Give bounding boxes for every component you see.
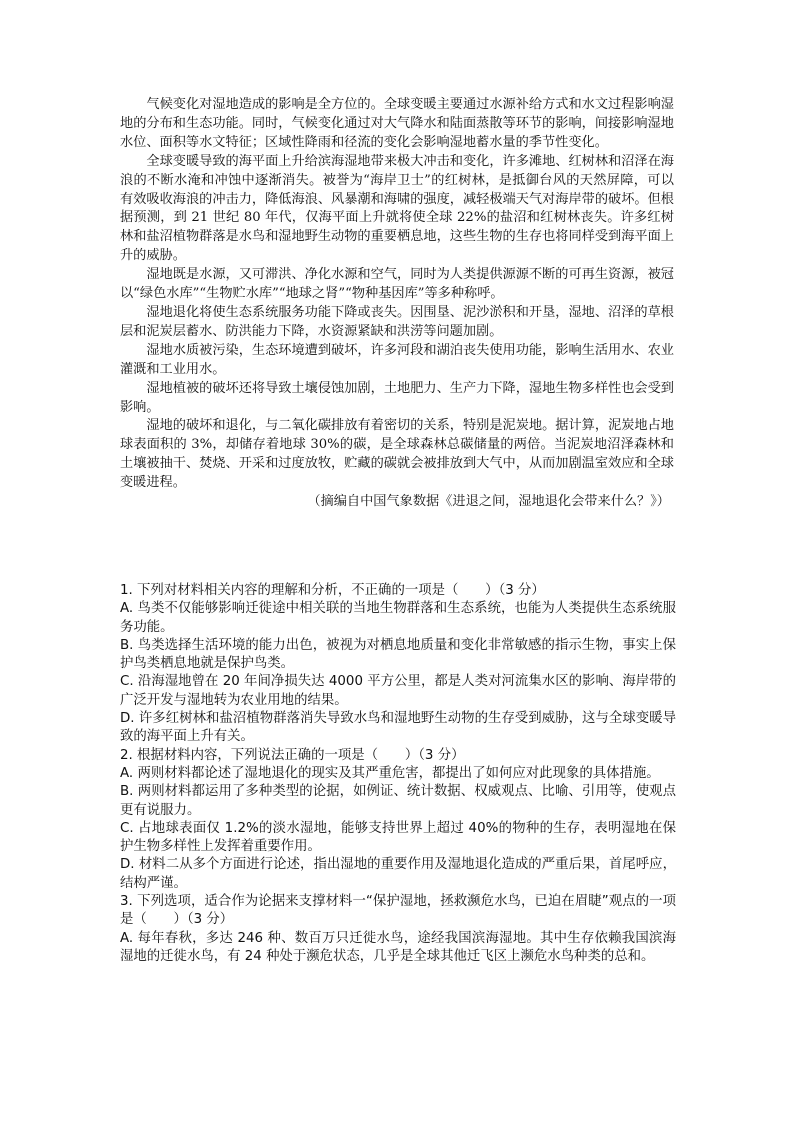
passage-paragraph: 湿地的破坏和退化，与二氧化碳排放有着密切的关系，特别是泥炭地。据计算，泥炭地占地球表面积的 3%，却储存着地球 30%的碳，是全球森林总碳储量的两倍。当泥炭地沼泽森林和土壤被抽干、焚烧、开采和过度放牧，贮藏的碳就会被排放到大气中，从而加剧温室效应和全球变暖进程。 bbox=[120, 418, 674, 491]
question-1-option-b: B. 鸟类选择生活环境的能力出色，被视为对栖息地质量和变化非常敏感的指示生物，事实上保护鸟类栖息地就是保护鸟类。 bbox=[120, 637, 676, 672]
question-section bbox=[120, 582, 676, 966]
question-3-option-a: A. 每年春秋，多达 246 种、数百万只迁徙水鸟，途经我国滨海湿地。其中生存依赖我国滨海湿地的迁徙水鸟，有 24 种处于濒危状态，几乎是全球其他迁飞区上濒危水鸟种类的总和。 bbox=[120, 930, 676, 964]
passage-paragraph: 湿地退化将使生态系统服务功能下降或丧失。因围垦、泥沙淤积和开垦，湿地、沼泽的草根层和泥炭层蓄水、防洪能力下降，水资源紧缺和洪涝等问题加剧。 bbox=[120, 304, 674, 339]
question-2-option-b: B. 两则材料都运用了多种类型的论据，如例证、统计数据、权威观点、比喻、引用等，使观点更有说服力。 bbox=[120, 784, 676, 818]
question-1-option-a: A. 鸟类不仅能够影响迁徙途中相关联的当地生物群落和生态系统，也能为人类提供生态系统服务功能。 bbox=[120, 601, 676, 635]
passage-paragraph: 全球变暖导致的海平面上升给滨海湿地带来极大冲击和变化，许多滩地、红树林和沼泽在海浪的不断水淹和冲蚀中逐渐消失。被誉为“海岸卫士”的红树林，是抵御台风的天然屏障，可以有效吸收海浪的冲击力，降低海浪、风暴潮和海啸的强度，减轻极端天气对海岸带的破坏。但根据预测，到 21 世纪 80 年代，仅海平面上升就将使全球 22%的盐沼和红树林丧失。许多红树林和盐沼植物群落是水鸟和湿地野生动物的重要栖息地，这些生物的生存也将同样受到海平面上升的威胁。 bbox=[120, 153, 674, 264]
question-2-stem: 2. 根据材料内容，下列说法正确的一项是（ ）（3 分） bbox=[120, 747, 465, 763]
reading-passage bbox=[120, 96, 674, 512]
question-2-option-c: C. 占地球表面仅 1.2%的淡水湿地，能够支持世界上超过 40%的物种的生存，表明湿地在保护生物多样性上发挥着重要作用。 bbox=[120, 820, 676, 855]
passage-paragraph: 湿地既是水源，又可滞洪、净化水源和空气，同时为人类提供源源不断的可再生资源，被冠以“绿色水库”“生物贮水库”“地球之肾”“物种基因库”等多种称呼。 bbox=[120, 267, 674, 302]
question-1-option-d: D. 许多红树林和盐沼植物群落消失导致水鸟和湿地野生动物的生存受到威胁，这与全球变暖导致的海平面上升有关。 bbox=[120, 711, 676, 745]
passage-paragraph: 湿地水质被污染，生态环境遭到破坏，许多河段和湖泊丧失使用功能，影响生活用水、农业灌溉和工业用水。 bbox=[120, 342, 674, 377]
question-3-stem: 3. 下列选项，适合作为论据来支撑材料一“保护湿地，拯救濒危水鸟，已迫在眉睫”观点的一项是（ ）（3 分） bbox=[120, 894, 676, 928]
passage-source: （摘编自中国气象数据《进退之间，湿地退化会带来什么？》） bbox=[307, 494, 670, 510]
question-2-option-d: D. 材料二从多个方面进行论述，指出湿地的重要作用及湿地退化造成的严重后果，首尾呼应，结构严谨。 bbox=[120, 857, 676, 891]
question-1-option-c: C. 沿海湿地曾在 20 年间净损失达 4000 平方公里，都是人类对河流集水区的影响、海岸带的广泛开发与湿地转为农业用地的结果。 bbox=[120, 674, 676, 708]
passage-paragraph: 气候变化对湿地造成的影响是全方位的。全球变暖主要通过水源补给方式和水文过程影响湿地的分布和生态功能。同时，气候变化通过对大气降水和陆面蒸散等环节的影响，间接影响湿地水位、面积等水文特征；区域性降雨和径流的变化会影响湿地蓄水量的季节性变化。 bbox=[120, 97, 674, 150]
question-1-stem: 1. 下列对材料相关内容的理解和分析，不正确的一项是（ ）（3 分） bbox=[120, 583, 545, 598]
question-2-option-a: A. 两则材料都论述了湿地退化的现实及其严重危害，都提出了如何应对此现象的具体措施。 bbox=[120, 765, 660, 781]
passage-paragraph: 湿地植被的破坏还将导致土壤侵蚀加剧，土地肥力、生产力下降，湿地生物多样性也会受到影响。 bbox=[120, 380, 674, 415]
